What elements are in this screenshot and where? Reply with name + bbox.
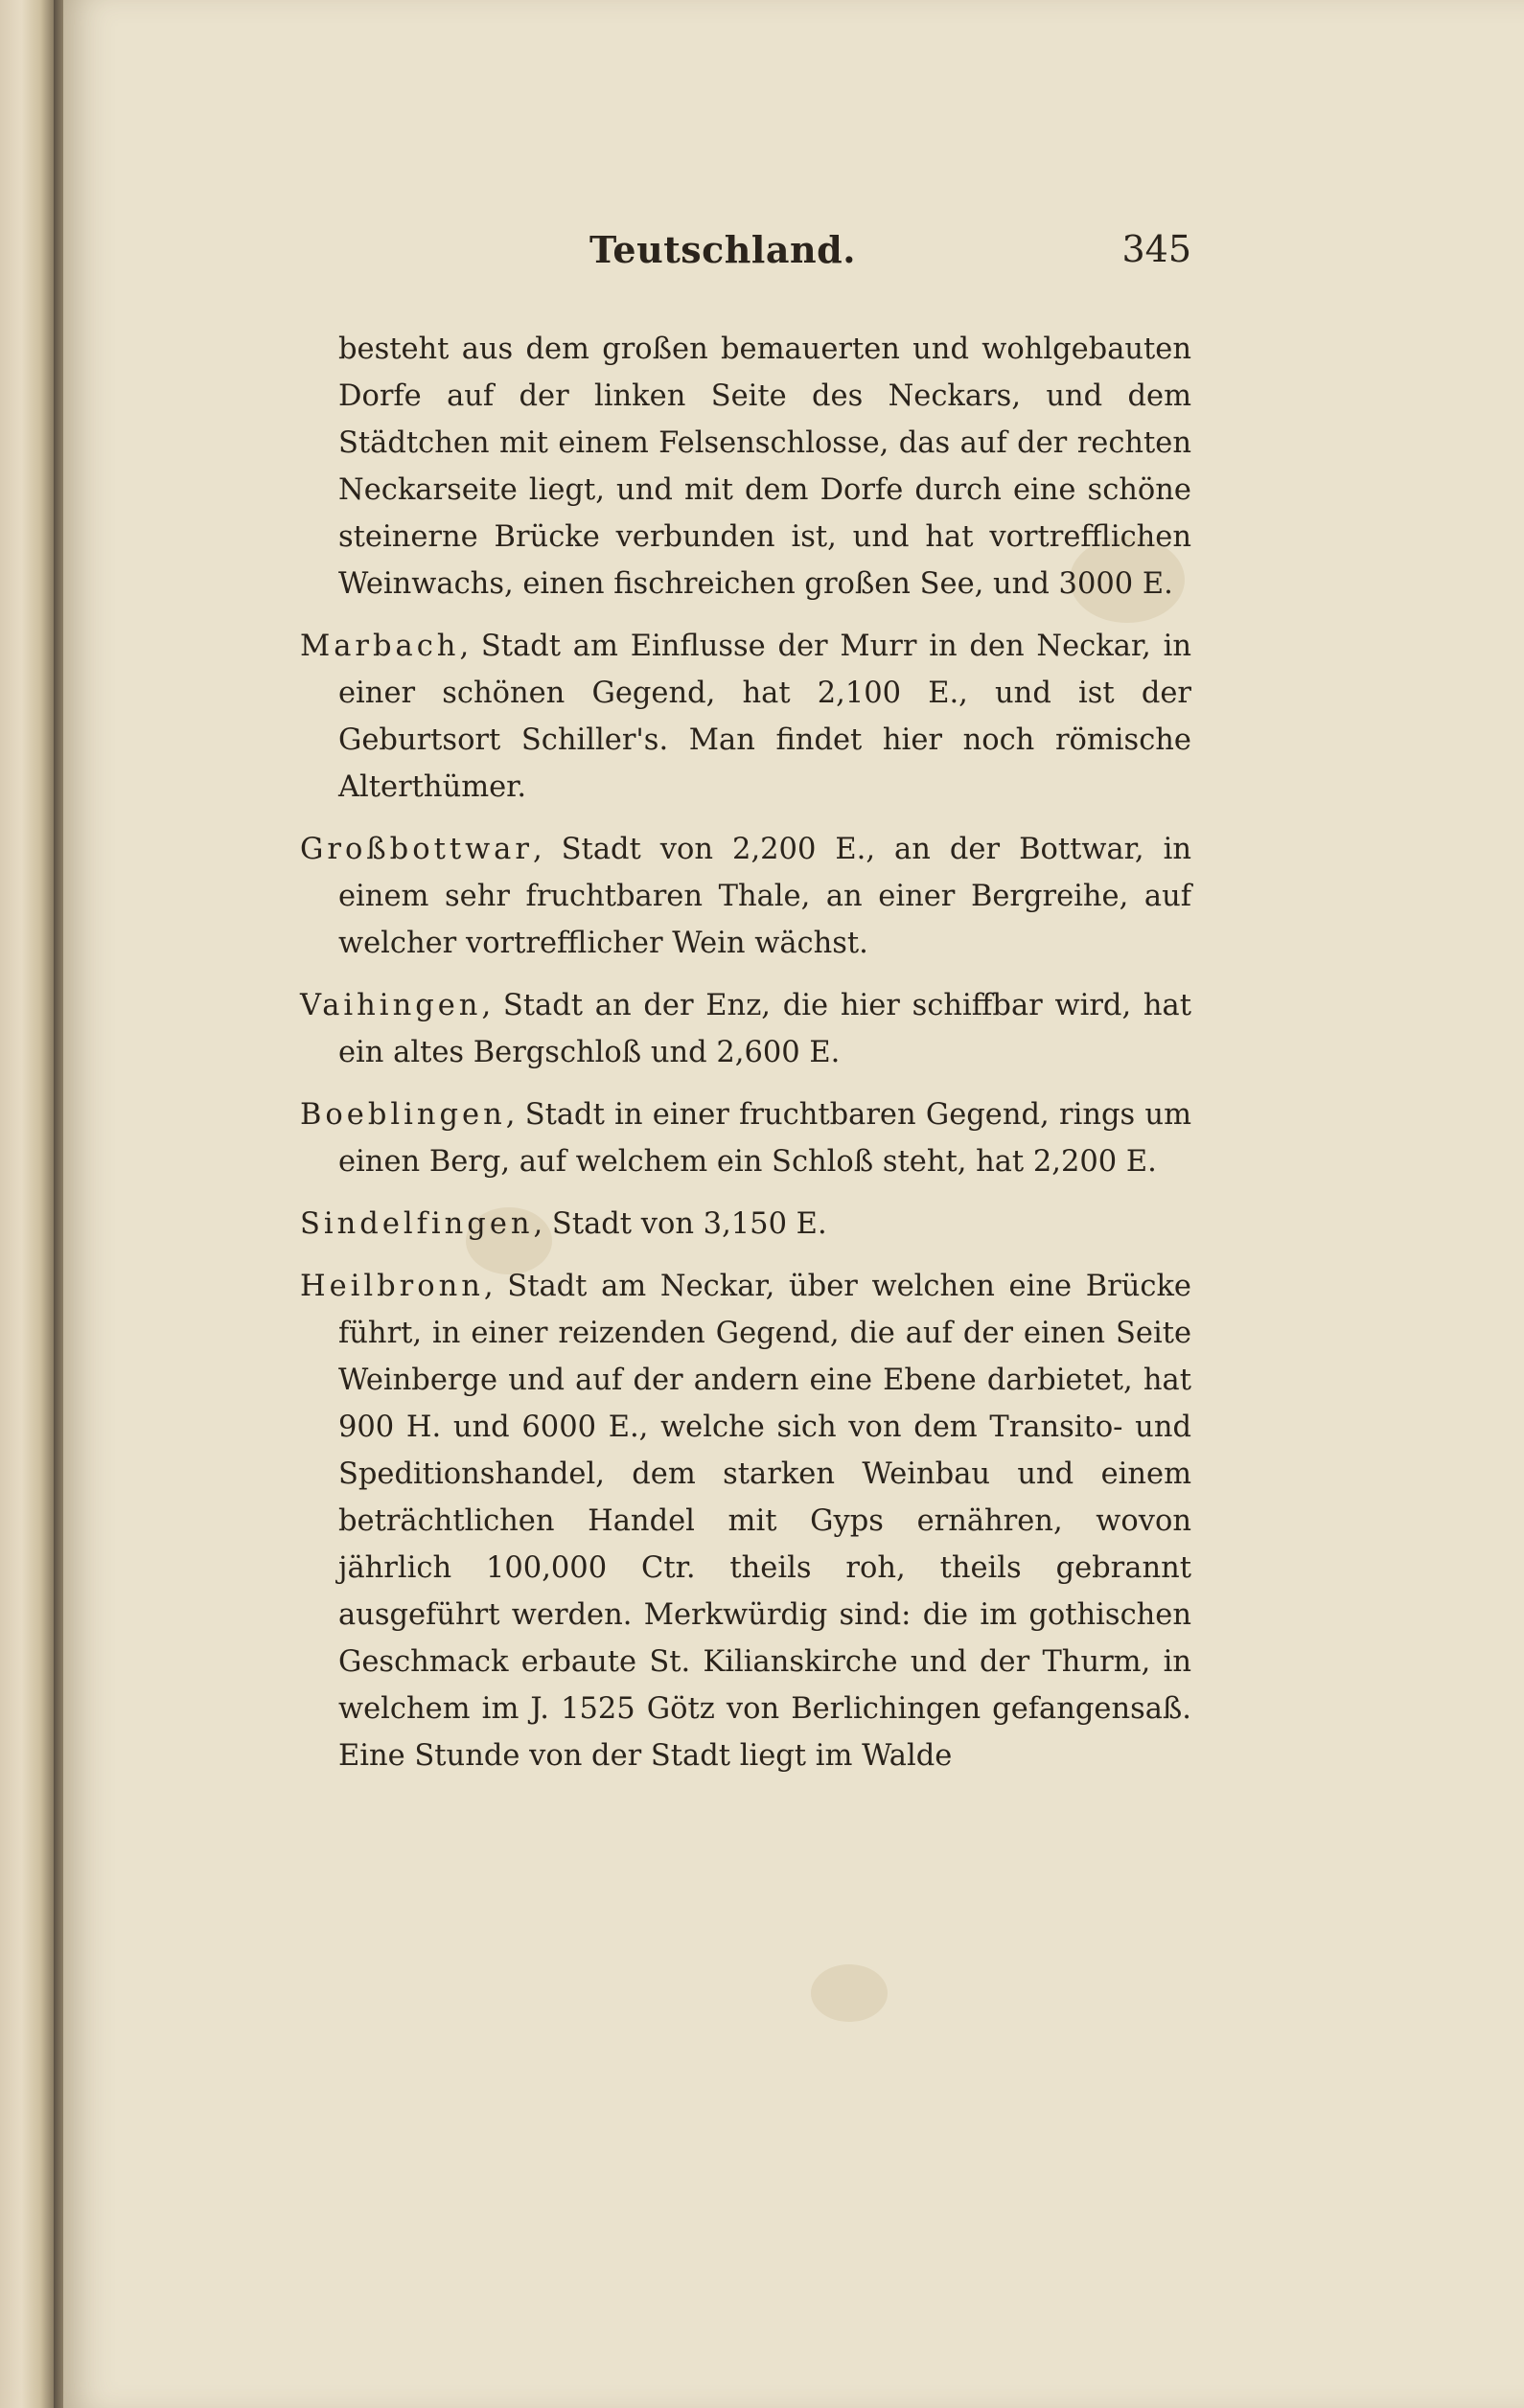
paragraph bbox=[300, 1201, 1191, 1248]
place-name: Vaihingen bbox=[300, 989, 482, 1022]
paragraph bbox=[300, 826, 1191, 967]
paragraph-text: , Stadt von 2,200 E., an der Bottwar, in einem sehr fruchtbaren Thale, an einer Bergreihe, auf welcher vortrefflicher Wein wächst. bbox=[338, 833, 1191, 960]
place-name: Heilbronn bbox=[300, 1270, 484, 1303]
paragraph bbox=[300, 326, 1191, 608]
running-head bbox=[300, 228, 1191, 286]
paragraph-text: , Stadt an der Enz, die hier schiffbar wird, hat ein altes Bergschloß und 2,600 E. bbox=[338, 989, 1191, 1069]
book-page bbox=[63, 0, 1524, 2408]
place-name: Sindelfingen bbox=[300, 1207, 534, 1241]
paragraph-text: , Stadt in einer fruchtbaren Gegend, rings um einen Berg, auf welchem ein Schloß steht, hat 2,200 E. bbox=[338, 1098, 1191, 1179]
body-text bbox=[300, 326, 1191, 1795]
paragraph-text: besteht aus dem großen bemauerten und wohlgebauten Dorfe auf der linken Seite des Neckars, und dem Städtchen mit einem Felsenschlosse, das auf der rechten Neckarseite liegt, und mit dem Dorfe durch eine schöne steinerne Brücke verbunden ist, und hat vortrefflichen Weinwachs, einen fischreichen großen See, und 3000 E. bbox=[338, 333, 1191, 601]
paragraph-text: , Stadt am Neckar, über welchen eine Brücke führt, in einer reizenden Gegend, die auf der einen Seite Weinberge und auf der andern eine Ebene darbietet, hat 900 H. und 6000 E., welche sich von dem Transito- und Speditionshandel, dem starken Weinbau und einem beträchtlichen Handel mit Gyps ernähren, wovon jährlich 100,000 Ctr. theils roh, theils gebrannt ausgeführt werden. Merkwürdig sind: die im gothischen Geschmack erbaute St. Kilianskirche und der Thurm, in welchem im J. 1525 Götz von Berlichingen gefangensaß. Eine Stunde von der Stadt liegt im Walde bbox=[338, 1270, 1191, 1773]
paragraph bbox=[300, 982, 1191, 1076]
page-header-title: Teutschland. bbox=[589, 228, 856, 271]
paragraph bbox=[300, 1091, 1191, 1185]
book-gutter bbox=[54, 0, 63, 2408]
place-name: Marbach bbox=[300, 630, 460, 663]
paragraph bbox=[300, 1263, 1191, 1779]
previous-page-edge bbox=[0, 0, 54, 2408]
paragraph-text: , Stadt von 3,150 E. bbox=[533, 1207, 827, 1241]
page-number: 345 bbox=[1121, 228, 1191, 270]
place-name: Boeblingen bbox=[300, 1098, 506, 1132]
place-name: Großbottwar bbox=[300, 833, 533, 866]
paragraph-text: , Stadt am Einflusse der Murr in den Neckar, in einer schönen Gegend, hat 2,100 E., und ist der Geburtsort Schiller's. Man findet hier noch römische Alterthümer. bbox=[338, 630, 1191, 804]
paper-stain bbox=[811, 1964, 888, 2022]
paragraph bbox=[300, 623, 1191, 811]
